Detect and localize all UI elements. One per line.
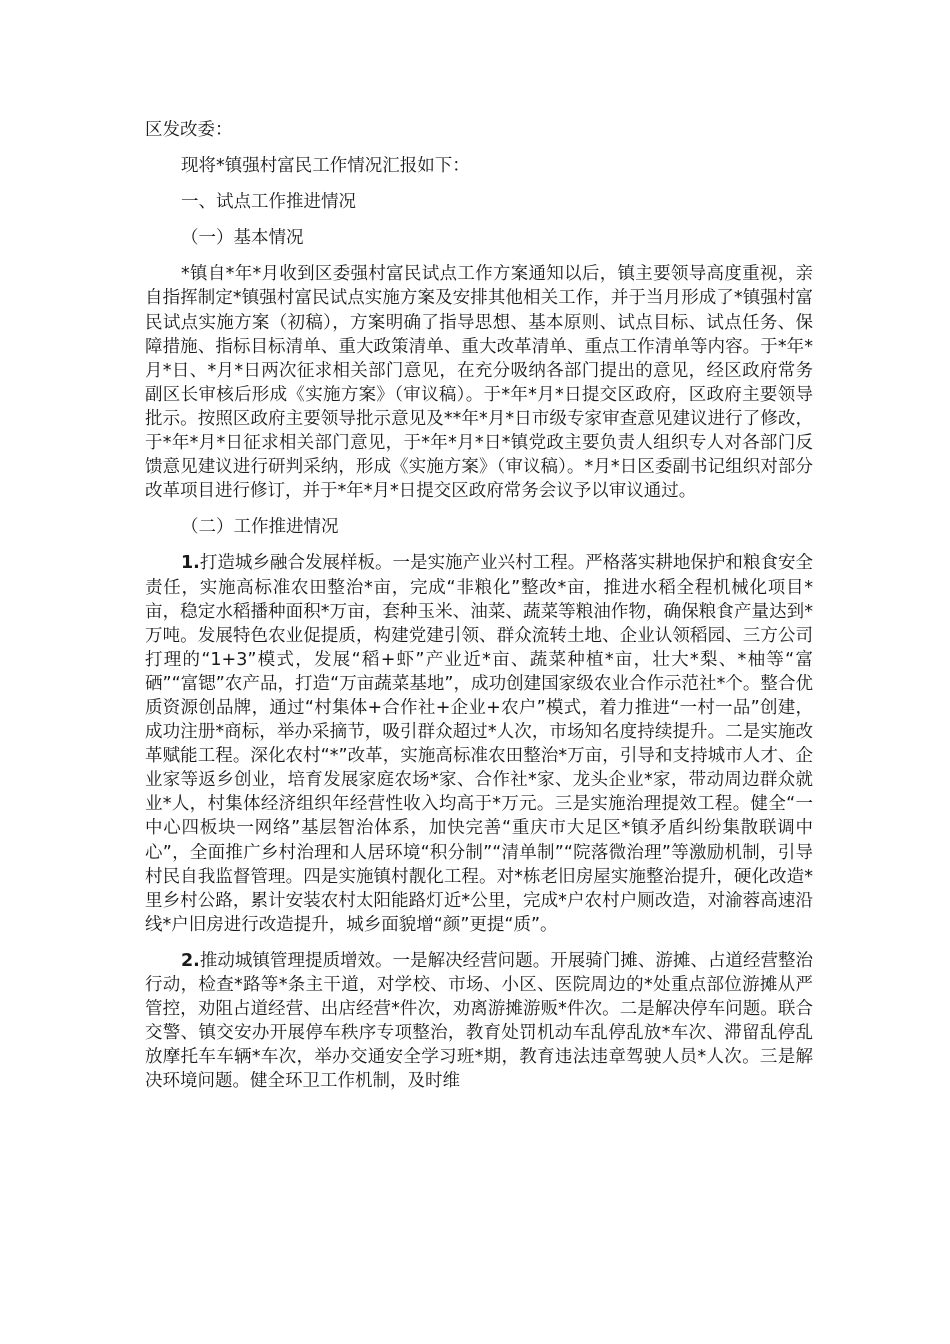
progress-item-1: [145, 551, 813, 937]
section-heading-1: 一、试点工作推进情况: [181, 192, 356, 213]
item-text: 推动城镇管理提质增效。一是解决经营问题。开展骑门摊、游摊、占道经营整治行动，检查*路等*条主干道，对学校、市场、小区、医院周边的*处重点部位游摊从严管控，劝阻占道经营、出店经营*件次，劝离游摊游贩*件次。二是解决停车问题。联合交警、镇交安办开展停车秩序专项整治，教育处罚机动车乱停乱放*车次、滞留乱停乱放摩托车车辆*车次，举办交通安全学习班*期，教育违法违章驾驶人员*人次。三是解决环境问题。健全环卫工作机制，及时维: [145, 950, 813, 1092]
subsection-heading-basic: （一）基本情况: [181, 228, 304, 249]
basic-situation-paragraph: *镇自*年*月收到区委强村富民试点工作方案通知以后，镇主要领导高度重视，亲自指挥制定*镇强村富民试点实施方案及安排其他相关工作，并于当月形成了*镇强村富民试点实施方案（初稿），方案明确了指导思想、基本原则、试点目标、试点任务、保障措施、指标目标清单、重大政策清单、重大改革清单、重点工作清单等内容。于*年*月*日、*月*日两次征求相关部门意见，在充分吸纳各部门提出的意见，经区政府常务副区长审核后形成《实施方案》（审议稿）。于*年*月*日提交区政府，区政府主要领导批示。按照区政府主要领导批示意见及**年*月*日市级专家审查意见建议进行了修改，于*年*月*日征求相关部门意见，于*年*月*日*镇党政主要负责人组织专人对各部门反馈意见建议进行研判采纳，形成《实施方案》（审议稿）。*月*日区委副书记组织对部分改革项目进行修订，并于*年*月*日提交区政府常务会议予以审议通过。: [145, 264, 813, 502]
item-number: 1.: [181, 553, 200, 574]
item-number: 2.: [181, 950, 200, 971]
salutation: 区发改委：: [145, 120, 233, 140]
intro-paragraph: 现将*镇强村富民工作情况汇报如下：: [181, 156, 470, 177]
progress-item-2: [145, 949, 813, 1094]
document-page: [145, 118, 813, 1105]
subsection-heading-progress: （二）工作推进情况: [181, 517, 339, 538]
item-text: 打造城乡融合发展样板。一是实施产业兴村工程。严格落实耕地保护和粮食安全责任，实施高标准农田整治*亩，完成“非粮化”整改*亩，推进水稻全程机械化项目*亩，稳定水稻播种面积*万亩，套种玉米、油菜、蔬菜等粮油作物，确保粮食产量达到*万吨。发展特色农业促提质，构建党建引领、群众流转土地、企业认领稻园、三方公司打理的“1+3”模式，发展“稻+虾”产业近*亩、蔬菜种植*亩，壮大*梨、*柚等“富硒”“富锶”农产品，打造“万亩蔬菜基地”，成功创建国家级农业合作示范社*个。整合优质资源创品牌，通过“村集体+合作社+企业+农户”模式，着力推进“一村一品”创建，成功注册*商标，举办采摘节，吸引群众超过*人次，市场知名度持续提升。二是实施改革赋能工程。深化农村“*”改革，实施高标准农田整治*万亩，引导和支持城市人才、企业家等返乡创业，培育发展家庭农场*家、合作社*家、龙头企业*家，带动周边群众就业*人，村集体经济组织年经营性收入均高于*万元。三是实施治理提效工程。健全“一中心四板块一网络”基层智治体系，加快完善“重庆市大足区*镇矛盾纠纷集散联调中心”，全面推广乡村治理和人居环境“积分制”“清单制”“院落微治理”等激励机制，引导村民自我监督管理。四是实施镇村靓化工程。对*栋老旧房屋实施整治提升，硬化改造*里乡村公路，累计安装农村太阳能路灯近*公里，完成*户农村户厕改造，对渝蓉高速沿线*户旧房进行改造提升，城乡面貌增“颜”更提“质”。: [145, 553, 813, 935]
